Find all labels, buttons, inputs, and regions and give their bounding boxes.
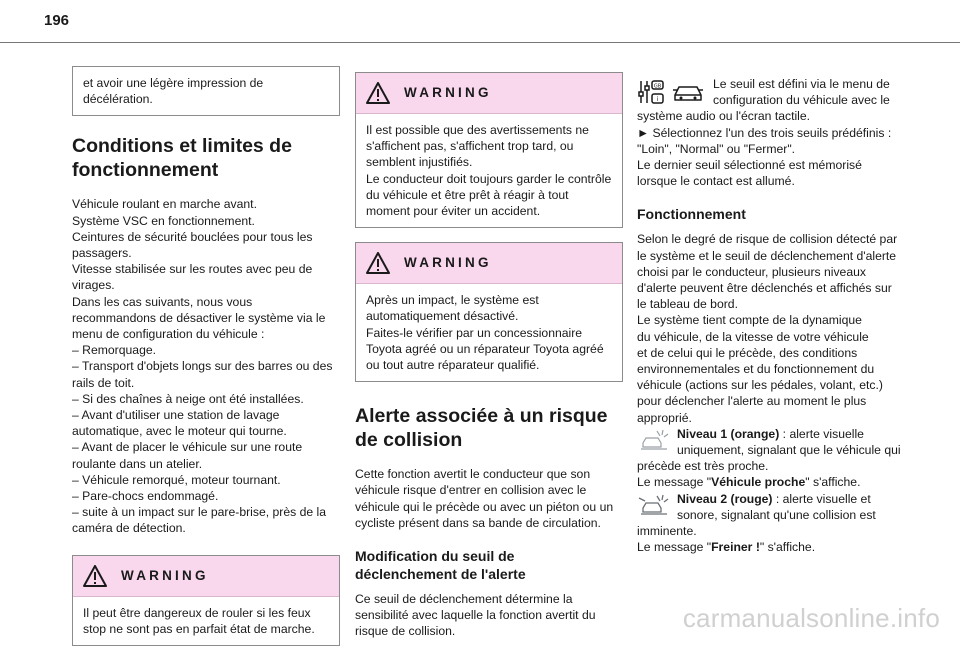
text-line: décélération. <box>83 92 153 107</box>
alert-level-1: Niveau 1 (orange) : alerte visuelle uniquement, signalant que le véhicule qui précède est très proche. Le message "Véhicule proche" s'affiche. <box>637 426 901 490</box>
alert-level-2: Niveau 2 (rouge) : alerte visuelle et sonore, signalant qu'une collision est imminente. Le message "Freiner !" s'affiche. <box>637 491 901 556</box>
text-line: d'alerte peuvent être déclenchés et affichés sur <box>637 281 892 296</box>
continued-text-box <box>72 66 340 116</box>
text-line: Faites-le vérifier par un concessionnaire <box>366 325 583 340</box>
text-line: et de celui qui le précède, des conditions <box>637 345 858 360</box>
list-item: – Véhicule remorqué, moteur tournant. <box>72 472 281 487</box>
list-item: – Avant d'utiliser une station de lavage <box>72 408 280 423</box>
text-line: recommandons de désactiver le système via le <box>72 310 326 325</box>
settings-body <box>637 108 901 189</box>
list-item: – Remorquage. <box>72 343 157 358</box>
column-1 <box>72 66 340 646</box>
text-line: cycliste présent dans sa bande de circulation. <box>355 515 601 530</box>
icons-text <box>713 76 890 108</box>
text-line: le système et le seuil de déclenchement d'alerte <box>637 248 897 263</box>
text-line: imminente. <box>637 524 697 539</box>
warning-box-impact <box>355 242 623 382</box>
settings-icons-row <box>637 76 901 108</box>
level-2-label: Niveau 2 (rouge) <box>677 491 773 506</box>
text-line: Il peut être dangereux de rouler si les feux <box>83 605 311 620</box>
text-line: menu de configuration du véhicule : <box>72 327 265 342</box>
watermark: carmanualsonline.info <box>682 603 940 633</box>
text-line: Ceintures de sécurité bouclées pour tous les <box>72 229 313 244</box>
text-line: Le seuil est défini via le menu de <box>713 77 890 91</box>
text-line: précède est très proche. <box>637 459 769 474</box>
text-line: uniquement, signalant que le véhicule qui <box>677 443 901 458</box>
text-line: et avoir une légère impression de <box>83 76 264 90</box>
text-line: risque de collision. <box>355 624 456 639</box>
text-line: Il est possible que des avertissements ne <box>366 123 589 137</box>
text-line: Cette fonction avertit le conducteur que son <box>355 467 591 482</box>
warning-title: WARNING <box>121 567 209 583</box>
text-line: Dans les cas suivants, nous vous <box>72 294 253 309</box>
column-3 <box>637 76 901 555</box>
text-line: Véhicule roulant en marche avant. <box>72 197 257 212</box>
collision-alert-body <box>355 466 623 531</box>
text-line: système audio ou l'écran tactile. <box>637 109 811 124</box>
text-line: "Loin", "Normal" ou "Fermer". <box>637 141 796 156</box>
text-line: Système VSC en fonctionnement. <box>72 213 255 228</box>
text-line: s'affichent pas, s'affichent trop tard, ou <box>366 139 574 154</box>
text-line: passagers. <box>72 246 132 261</box>
subtitle-threshold: Modification du seuil de déclenchement de l'alerte <box>355 548 526 583</box>
text-line: Vitesse stabilisée sur les routes avec peu de <box>72 262 313 277</box>
text-line: roulante dans un atelier. <box>72 456 203 471</box>
text-line: le tableau de bord. <box>637 297 738 312</box>
text-line: sonore, signalant qu'une collision est <box>677 507 876 522</box>
text-line: Selon le degré de risque de collision détecté par <box>637 232 898 247</box>
page-number: 196 <box>44 12 70 29</box>
warning-body <box>356 284 622 381</box>
text-line: Le conducteur doit toujours garder le contrôle <box>366 171 612 186</box>
warning-header <box>73 556 339 597</box>
warning-box-alerts <box>355 72 623 228</box>
warning-title: WARNING <box>404 255 492 271</box>
text-line: moment pour éviter un accident. <box>366 204 541 219</box>
subtitle-fonctionnement: Fonctionnement <box>637 206 746 223</box>
message-freiner: Freiner ! <box>711 540 760 555</box>
text-line: automatiquement désactivé. <box>366 309 519 324</box>
text-line: du véhicule et être prêt à réagir à tout <box>366 187 569 202</box>
level-1-label: Niveau 1 (orange) <box>677 426 780 441</box>
text-line: Ce seuil de déclenchement détermine la <box>355 592 573 607</box>
list-item: – Avant de placer le véhicule sur une route <box>72 440 303 455</box>
text-line: : alerte visuelle <box>779 426 864 441</box>
text-line: véhicule risque d'entrer en collision avec le <box>355 483 587 498</box>
text-line: approprié. <box>637 410 692 425</box>
text-line: pour déclencher l'alerte au moment le plus <box>637 394 867 409</box>
column-2 <box>355 72 623 640</box>
text-line: : alerte visuelle et <box>772 491 871 506</box>
text-line: environnementales et du fonctionnement du <box>637 362 875 377</box>
list-item: – Pare-chocs endommagé. <box>72 489 219 504</box>
message-vehicule-proche: Véhicule proche <box>711 475 806 490</box>
text-line: stop ne sont pas en parfait état de marche. <box>83 621 315 636</box>
svg-text:i: i <box>656 96 659 103</box>
icons-group <box>637 76 705 106</box>
section-title-collision-alert: Alerte associée à un risque de collision <box>355 405 608 452</box>
warning-title: WARNING <box>404 84 492 100</box>
header-rule <box>0 42 960 43</box>
fonctionnement-body <box>637 231 901 425</box>
text-line: véhicule (actions sur les pédales, volant, etc.) <box>637 378 883 393</box>
text-line: rails de toit. <box>72 375 135 390</box>
warning-header <box>356 73 622 114</box>
collision-alert-red-icon <box>637 492 671 516</box>
list-item: – Transport d'objets longs sur des barres ou des <box>72 359 333 374</box>
collision-alert-orange-icon <box>637 427 671 451</box>
text-line: du véhicule, de la vitesse de votre véhicule <box>637 329 869 344</box>
text-line: choisi par le conducteur, plusieurs niveaux <box>637 264 866 279</box>
svg-text:GB: GB <box>653 83 662 90</box>
text-line: ou tout autre réparateur qualifié. <box>366 358 540 373</box>
text-line: caméra de détection. <box>72 521 186 536</box>
text-line: Le dernier seuil sélectionné est mémorisé <box>637 158 862 173</box>
text-line: Toyota agréé ou un réparateur Toyota agréé <box>366 341 604 356</box>
warning-triangle-icon <box>366 252 390 274</box>
threshold-body <box>355 591 623 640</box>
text-line: lorsque le contact est allumé. <box>637 174 795 189</box>
text-line: automatique, avec le moteur qui tourne. <box>72 424 287 439</box>
text-line: virages. <box>72 278 115 293</box>
text-line: véhicule qui le précède ou avec un piéton ou un <box>355 499 614 514</box>
warning-body <box>73 597 339 645</box>
car-settings-icon <box>671 78 705 106</box>
warning-box-brake-lights <box>72 555 340 646</box>
warning-triangle-icon <box>83 565 107 587</box>
text-line: Après un impact, le système est <box>366 293 539 308</box>
section-title-conditions: Conditions et limites de fonctionnement <box>72 135 292 182</box>
warning-triangle-icon <box>366 82 390 104</box>
warning-body <box>356 114 622 227</box>
list-item: – suite à un impact sur le pare-brise, près de la <box>72 505 327 520</box>
text-line: Le système tient compte de la dynamique <box>637 313 862 328</box>
text-line: configuration du véhicule avec le <box>713 93 890 108</box>
audio-settings-icon <box>637 78 665 106</box>
text-line: semblent injustifiés. <box>366 155 473 170</box>
conditions-body <box>72 196 340 536</box>
warning-header <box>356 243 622 284</box>
list-item: – Si des chaînes à neige ont été installées. <box>72 391 304 406</box>
list-item: ► Sélectionnez l'un des trois seuils prédéfinis : <box>637 125 892 140</box>
text-line: sensibilité avec laquelle la fonction avertit du <box>355 608 596 623</box>
